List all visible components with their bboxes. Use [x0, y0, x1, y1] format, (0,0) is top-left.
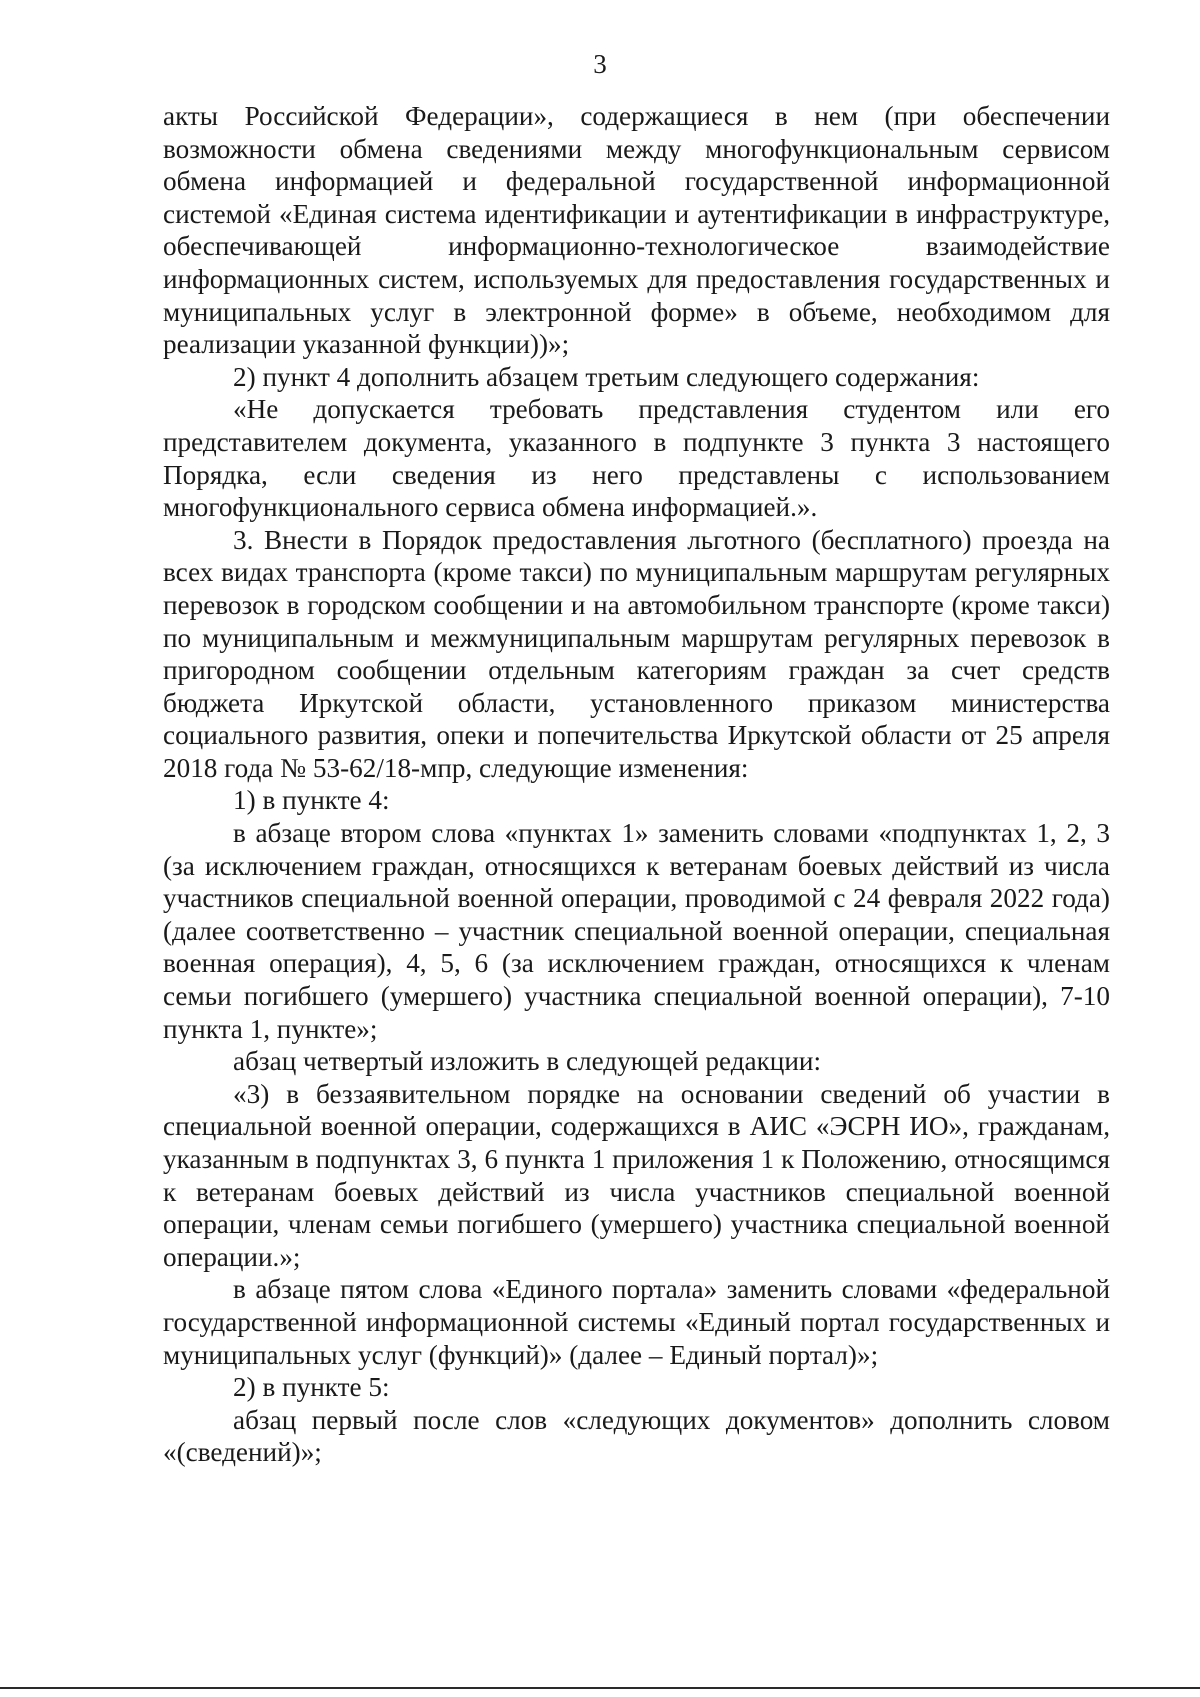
paragraph: акты Российской Федерации», содержащиеся в нем (при обеспечении возможности обмена сведениями между многофункциональным сервисом обмена информацией и федеральной государственной информационной системой «Единая система идентификации и аутентификации в инфраструктуре, обеспечивающей информационно-технологическое взаимодействие информационных систем, используемых для предоставления государственных и муниципальных услуг в электронной форме» в объеме, необходимом для реализации указанной функции))»; — [163, 101, 1110, 360]
paragraph: «3) в беззаявительном порядке на основании сведений об участии в специальной военной операции, содержащихся в АИС «ЭСРН ИО», гражданам, указанным в подпунктах 3, 6 пункта 1 приложения 1 к Положению, относящимся к ветеранам боевых действий из числа участников специальной военной операции, членам семьи погибшего (умершего) участника специальной военной операции.»; — [163, 1078, 1110, 1272]
paragraph: абзац первый после слов «следующих документов» дополнить словом «(сведений)»; — [163, 1404, 1110, 1468]
scan-edge-line — [0, 1687, 1200, 1689]
paragraph: в абзаце пятом слова «Единого портала» заменить словами «федеральной государственной информационной системы «Единый портал государственных и муниципальных услуг (функций)» (далее – Единый портал)»; — [163, 1274, 1110, 1370]
paragraph: 3. Внести в Порядок предоставления льготного (бесплатного) проезда на всех видах транспорта (кроме такси) по муниципальным маршрутам регулярных перевозок в городском сообщении и на автомобильном транспорте (кроме такси) по муниципальным и межмуниципальным маршрутам регулярных перевозок в пригородном сообщении отдельным категориям граждан за счет средств бюджета Иркутской области, установленного приказом министерства социального развития, опеки и попечительства Иркутской области от 25 апреля 2018 года № 53-62/18-мпр, следующие изменения: — [163, 524, 1110, 783]
paragraph: «Не допускается требовать представления студентом или его представителем документа, указанного в подпункте 3 пункта 3 настоящего Порядка, если сведения из него представлены с использованием многофункционального сервиса обмена информацией.». — [163, 394, 1110, 523]
paragraph: 1) в пункте 4: — [233, 785, 390, 816]
page-number: 3 — [593, 49, 607, 79]
paragraph: 2) пункт 4 дополнить абзацем третьим следующего содержания: — [233, 361, 980, 392]
paragraph: абзац четвертый изложить в следующей редакции: — [233, 1046, 822, 1077]
paragraph: 2) в пункте 5: — [233, 1372, 390, 1403]
paragraph: в абзаце втором слова «пунктах 1» заменить словами «подпунктах 1, 2, 3 (за исключением граждан, относящихся к ветеранам боевых действий из числа участников специальной военной операции, проводимой с 24 февраля 2022 года) (далее соответственно – участник специальной военной операции, специальная военная операция), 4, 5, 6 (за исключением граждан, относящихся к членам семьи погибшего (умершего) участника специальной военной операции), 7-10 пункта 1, пункте»; — [163, 818, 1110, 1044]
document-body — [163, 100, 1110, 1469]
